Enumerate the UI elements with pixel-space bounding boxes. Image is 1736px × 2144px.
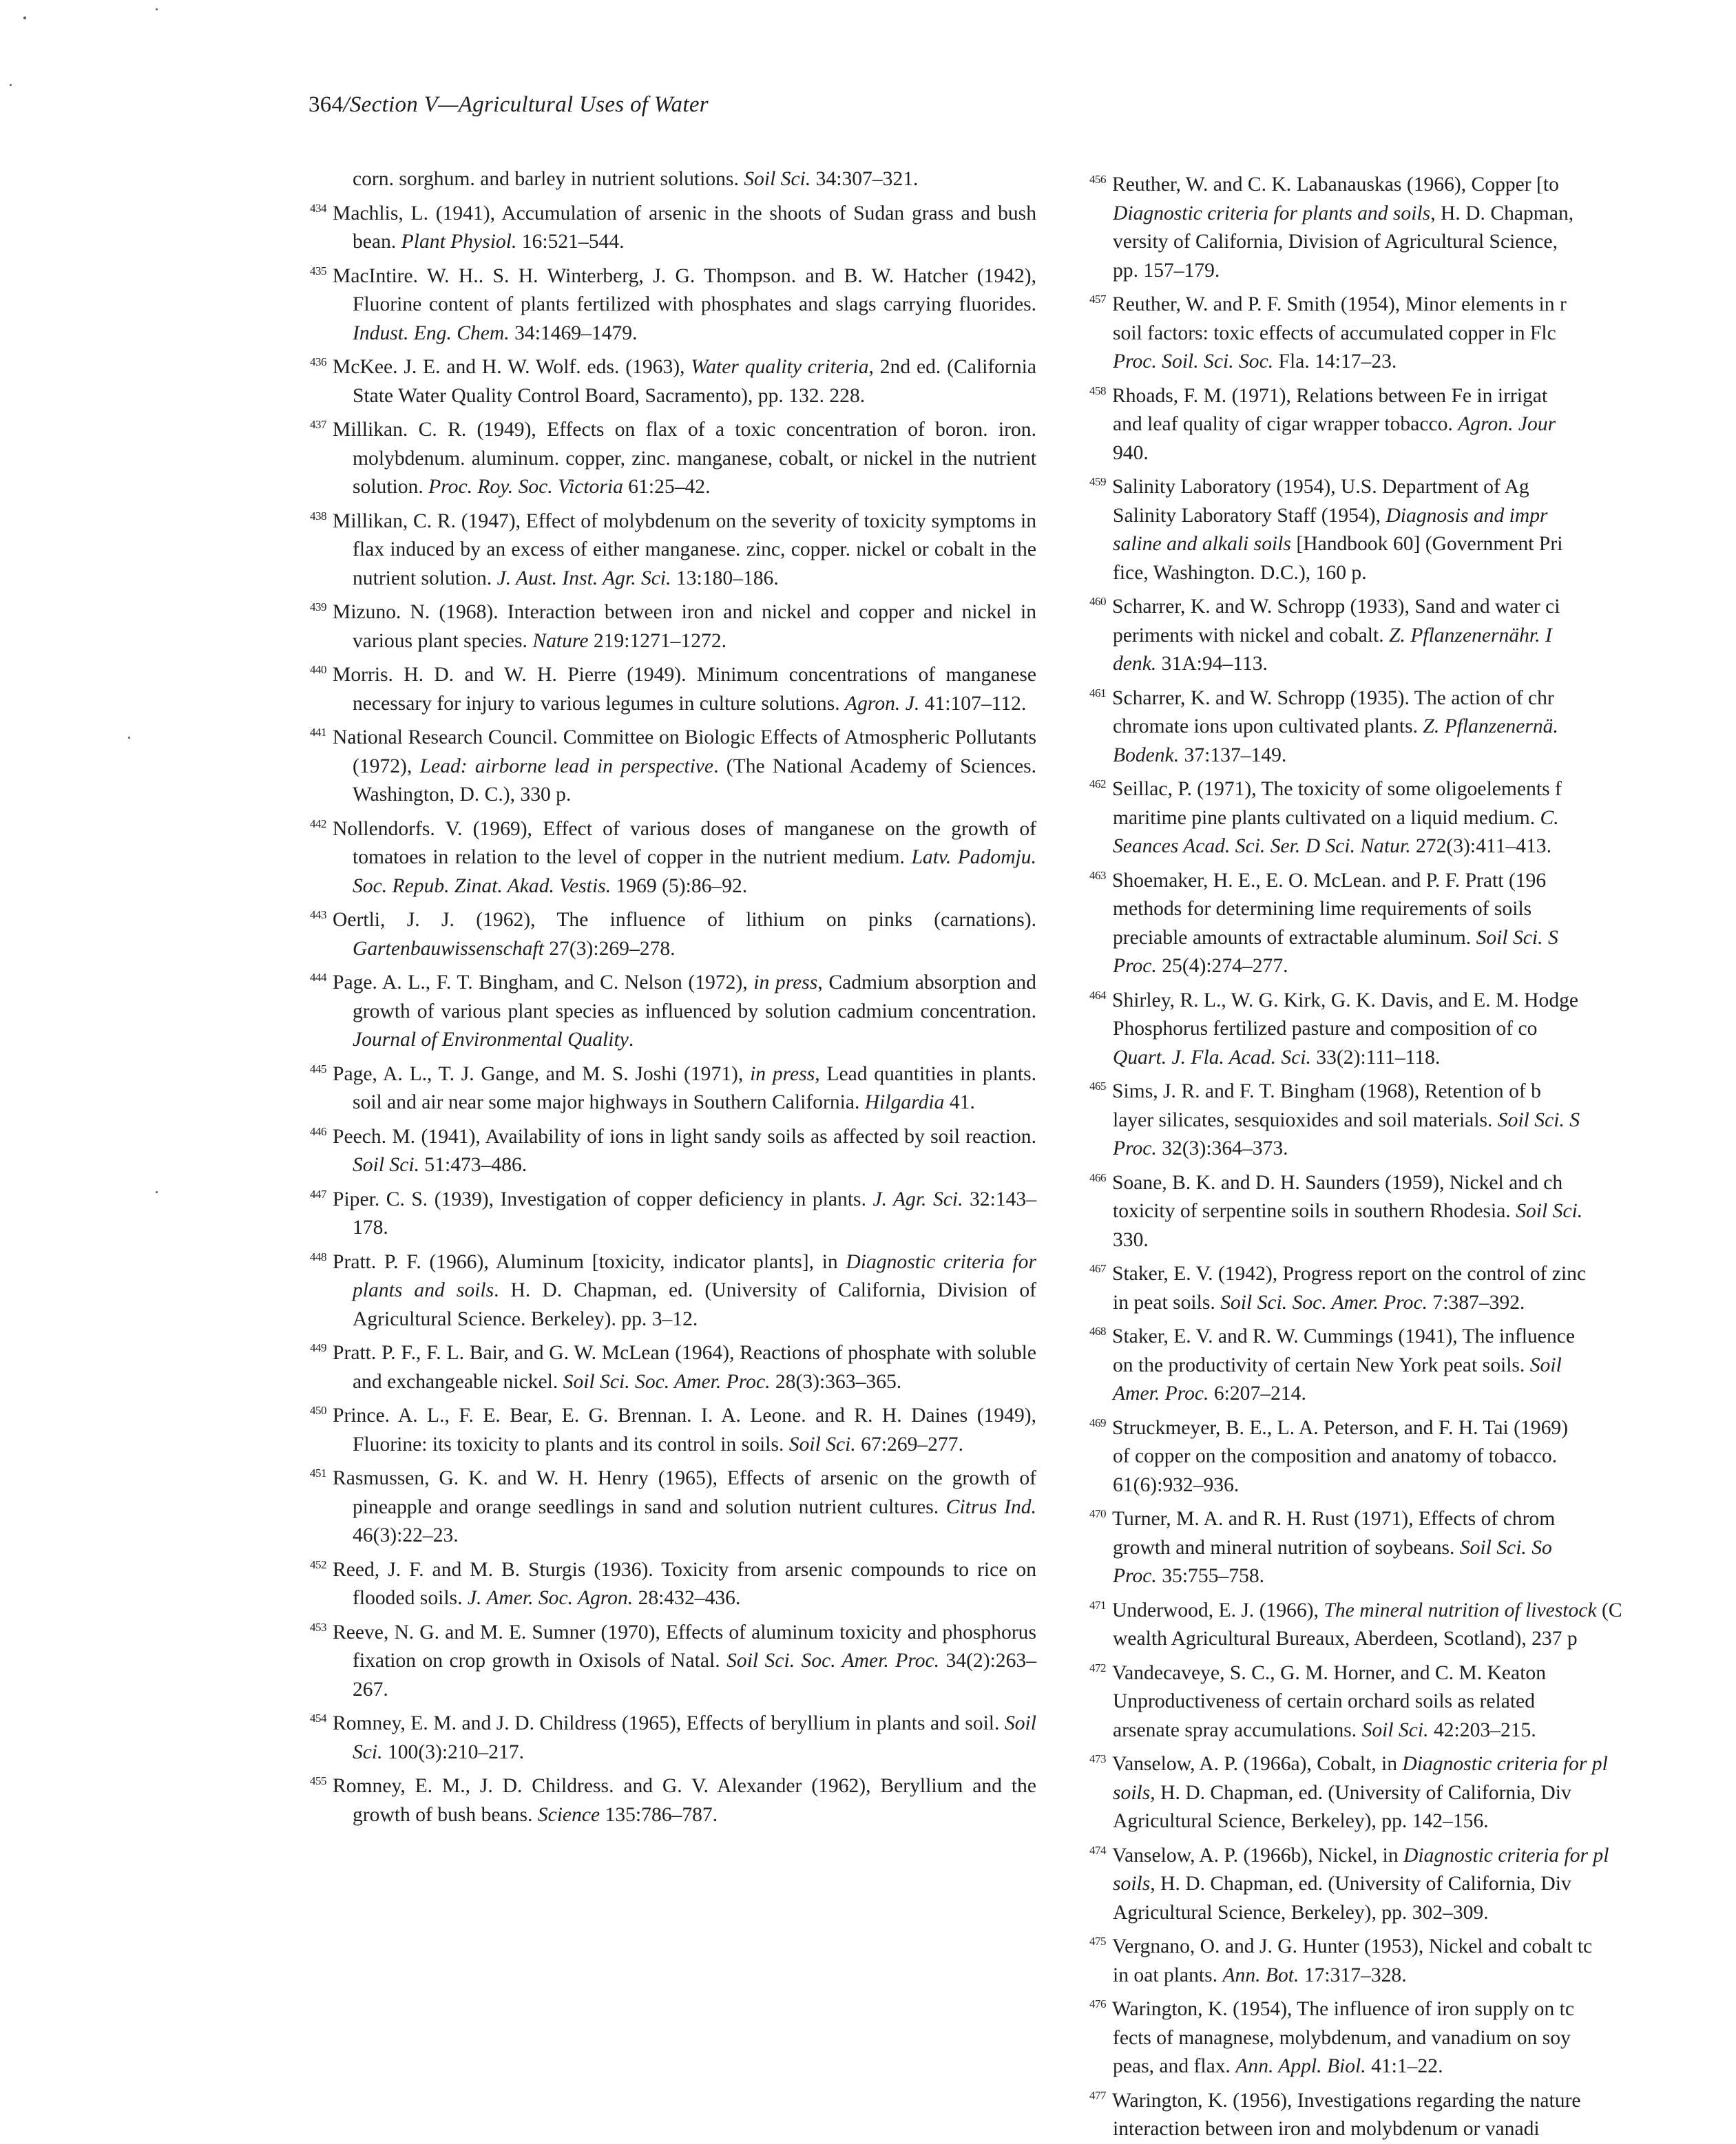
reference-entry xyxy=(1089,1591,1736,1654)
text: Warington, K. (1954), The influence of iron supply on tc xyxy=(1112,1998,1575,2020)
reference-number: 473 xyxy=(1089,1752,1106,1765)
reference-number: 466 xyxy=(1089,1170,1106,1184)
italic-text: J. Agr. Sci. xyxy=(872,1188,963,1210)
reference-number: 438 xyxy=(310,509,326,523)
text: 41. xyxy=(944,1091,975,1113)
reference-entry xyxy=(310,348,1036,410)
reference-number: 457 xyxy=(1089,293,1106,306)
reference-number: 434 xyxy=(310,201,326,215)
reference-entry xyxy=(310,257,1036,348)
reference-number: 453 xyxy=(310,1620,326,1634)
scan-speck xyxy=(128,737,130,739)
reference-number: 450 xyxy=(310,1404,326,1417)
reference-number: 477 xyxy=(1089,2088,1106,2102)
text: Shirley, R. L., W. G. Kirk, G. K. Davis, and E. M. Hodge xyxy=(1112,989,1579,1011)
reference-number: 470 xyxy=(1089,1507,1106,1520)
text: corn. sorghum. and barley in nutrient solutions. xyxy=(353,168,744,190)
italic-text: Soil Sci. xyxy=(788,1433,856,1455)
text: Pratt. P. F. (1966), Aluminum [toxicity, indicator plants], in xyxy=(333,1250,846,1273)
italic-text: Agron. J. xyxy=(845,692,920,715)
reference-entry xyxy=(310,718,1036,810)
italic-text: denk. xyxy=(1113,653,1157,675)
right-column xyxy=(1089,165,1736,2140)
text: Scharrer, K. and W. Schropp (1933), Sand and water ci xyxy=(1112,596,1560,618)
reference-entry xyxy=(310,1613,1036,1705)
reference-number: 465 xyxy=(1089,1080,1106,1093)
reference-number: 454 xyxy=(310,1712,326,1725)
text: Millikan, C. R. (1947), Effect of molybdenum on the severity of toxicity symptoms in flax induced by an excess of either manganese. zinc, copper. nickel or cobalt in the nutrient solution. xyxy=(333,509,1036,589)
text: 34:1469–1479. xyxy=(509,322,638,344)
reference-number: 440 xyxy=(310,663,326,676)
text: , 2nd ed. (California State Water Quality Control Board, Sacramento), pp. 132. 228. xyxy=(353,356,1036,407)
italic-text: The mineral nutrition of livestock xyxy=(1324,1599,1597,1621)
running-header xyxy=(308,92,709,118)
italic-text: Soil Sci. xyxy=(744,168,811,190)
italic-text: Seances Acad. Sci. Ser. D Sci. Natur. xyxy=(1113,835,1411,857)
reference-entry xyxy=(1089,165,1736,285)
reference-number: 439 xyxy=(310,600,326,613)
text: Soane, B. K. and D. H. Saunders (1959), Nickel and ch xyxy=(1112,1171,1563,1194)
text: 61:25–42. xyxy=(623,476,711,498)
text: Salinity Laboratory (1954), U.S. Department of Ag xyxy=(1112,476,1529,498)
scan-speck xyxy=(156,8,158,10)
italic-text: Soil Sci. Soc. Amer. Proc. xyxy=(563,1370,771,1393)
text: Shoemaker, H. E., E. O. McLean. and P. F. Pratt (196 xyxy=(1112,869,1547,892)
text: chromate ions upon cultivated plants. xyxy=(1113,715,1423,737)
text: , H. D. Chapman, xyxy=(1430,202,1574,224)
reference-entry xyxy=(1089,285,1736,377)
reference-number: 455 xyxy=(310,1774,326,1787)
text: preciable amounts of extractable aluminum. xyxy=(1113,926,1476,949)
text: 219:1271–1272. xyxy=(588,629,727,652)
text: Agricultural Science, Berkeley), pp. 142–156. xyxy=(1113,1810,1489,1832)
italic-text: Diagnostic criteria for plants and soils xyxy=(353,1250,1036,1301)
text: maritime pine plants cultivated on a liquid medium. xyxy=(1113,806,1540,829)
italic-text: J. Amer. Soc. Agron. xyxy=(467,1587,634,1609)
italic-text: Proc. xyxy=(1113,1137,1157,1159)
reference-number: 452 xyxy=(310,1557,326,1571)
text: 33(2):111–118. xyxy=(1310,1046,1441,1069)
text: Phosphorus fertilized pasture and composition of co xyxy=(1113,1018,1538,1040)
reference-entry xyxy=(1089,587,1736,679)
italic-text: Diagnostic criteria for pl xyxy=(1403,1844,1609,1867)
reference-entry xyxy=(310,1055,1036,1117)
text: Agricultural Science, Berkeley), pp. 302–309. xyxy=(1113,1901,1489,1924)
italic-text: Diagnostic criteria for plants and soils xyxy=(1113,202,1431,224)
text: 28(3):363–365. xyxy=(770,1370,902,1393)
text: Unproductiveness of certain orchard soils as related xyxy=(1113,1690,1536,1712)
text: 41:1–22. xyxy=(1366,2055,1443,2077)
reference-number: 435 xyxy=(310,264,326,277)
text: 25(4):274–277. xyxy=(1156,955,1288,977)
italic-text: Ann. Appl. Biol. xyxy=(1235,2055,1366,2077)
text: Reuther, W. and P. F. Smith (1954), Minor elements in r xyxy=(1112,293,1567,315)
italic-text: Soil Sci. Soc. Amer. Proc. xyxy=(726,1650,940,1672)
text: pp. 157–179. xyxy=(1113,259,1220,282)
text: soil factors: toxic effects of accumulated copper in Flc xyxy=(1113,322,1556,344)
reference-number: 472 xyxy=(1089,1661,1106,1674)
text: Reeve, N. G. and M. E. Sumner (1970), Effects of aluminum toxicity and phosphorus fixation on crop growth in Oxisols of Natal. xyxy=(333,1621,1036,1672)
reference-entry xyxy=(310,165,1036,194)
text: Peech. M. (1941), Availability of ions in light sandy soils as affected by soil reaction. xyxy=(333,1125,1036,1148)
text: 67:269–277. xyxy=(855,1433,963,1455)
reference-entry xyxy=(310,1551,1036,1613)
text: 272(3):411–413. xyxy=(1410,835,1552,857)
reference-entry xyxy=(1089,377,1736,468)
italic-text: Journal of Environmental Quality xyxy=(353,1029,629,1051)
reference-number: 462 xyxy=(1089,777,1106,790)
italic-text: Proc. Soil. Sci. Soc. xyxy=(1113,350,1274,372)
text: Seillac, P. (1971), The toxicity of some oligoelements f xyxy=(1112,778,1562,800)
reference-entry xyxy=(1089,1317,1736,1409)
text: 31A:94–113. xyxy=(1156,653,1268,675)
italic-text: soils xyxy=(1113,1873,1151,1895)
reference-number: 469 xyxy=(1089,1416,1106,1429)
reference-entry xyxy=(1089,1654,1736,1745)
italic-text: Proc. xyxy=(1113,955,1157,977)
italic-text: Proc. xyxy=(1113,1565,1157,1587)
reference-entry xyxy=(310,502,1036,593)
text: Mizuno. N. (1968). Interaction between iron and nickel and copper and nickel in various plant species. xyxy=(333,601,1036,652)
reference-number: 461 xyxy=(1089,686,1106,700)
reference-entry xyxy=(1089,861,1736,981)
text: Warington, K. (1956), Investigations regarding the nature xyxy=(1112,2089,1581,2112)
reference-number: 456 xyxy=(1089,173,1106,186)
text: in peat soils. xyxy=(1113,1291,1221,1314)
page-number: 364 xyxy=(308,92,344,117)
text: Pratt. P. F., F. L. Bair, and G. W. McLean (1964), Reactions of phosphate with soluble and exchangeable nickel. xyxy=(333,1342,1036,1393)
text: Struckmeyer, B. E., L. A. Peterson, and F. H. Tai (1969) xyxy=(1112,1416,1569,1439)
text: . H. D. Chapman, ed. (University of California, Division of Agricultural Science. Berkeley). pp. 3–12. xyxy=(353,1279,1036,1330)
text: in oat plants. xyxy=(1113,1964,1223,1986)
italic-text: Gartenbauwissenschaft xyxy=(353,937,544,960)
text: of copper on the composition and anatomy of tobacco. xyxy=(1113,1445,1558,1467)
reference-entry xyxy=(310,1180,1036,1243)
reference-entry xyxy=(1089,1927,1736,1990)
text: Rasmussen, G. K. and W. H. Henry (1965), Effects of arsenic on the growth of pineapple and orange seedlings in sand and solution nutrient cultures. xyxy=(333,1467,1036,1518)
text: Salinity Laboratory Staff (1954), xyxy=(1113,504,1386,527)
italic-text: Amer. Proc. xyxy=(1113,1383,1209,1405)
text: interaction between iron and molybdenum or vanadi xyxy=(1113,2118,1540,2140)
reference-entry xyxy=(310,1334,1036,1396)
reference-entry xyxy=(310,810,1036,901)
text: 940. xyxy=(1113,441,1149,464)
italic-text: saline and alkali soils xyxy=(1113,533,1291,555)
reference-entry xyxy=(1089,1836,1736,1928)
reference-entry xyxy=(1089,1164,1736,1255)
text: , H. D. Chapman, ed. (University of California, Div xyxy=(1150,1781,1571,1804)
italic-text: Soil Sci. xyxy=(1516,1200,1583,1222)
reference-entry xyxy=(310,410,1036,502)
text: , Cadmium absorption and growth of various plant species as influenced by solution cadmium concentration. xyxy=(353,971,1036,1022)
text: Morris. H. D. and W. H. Pierre (1949). Minimum concentrations of manganese necessary for injury to various legumes in culture solutions. xyxy=(333,664,1036,715)
italic-text: Hilgardia xyxy=(864,1091,945,1113)
text: methods for determining lime requirements of soils xyxy=(1113,898,1532,920)
italic-text: Bodenk. xyxy=(1113,744,1180,766)
reference-entry xyxy=(310,593,1036,655)
text: 37:137–149. xyxy=(1179,744,1287,766)
reference-entry xyxy=(310,901,1036,963)
text: MacIntire. W. H.. S. H. Winterberg, J. G. Thompson. and B. W. Hatcher (1942), Fluorine content of plants fertilized with phosphates and slags carrying fluorides. xyxy=(333,264,1036,315)
reference-entry xyxy=(1089,1990,1736,2081)
text: 1969 (5):86–92. xyxy=(611,874,748,897)
reference-entry xyxy=(310,1767,1036,1829)
italic-text: Soil Sci. xyxy=(1361,1719,1429,1741)
reference-entry xyxy=(310,1704,1036,1767)
text: Millikan. C. R. (1949), Effects on flax of a toxic concentration of boron. iron. molybdenum. aluminum. copper, zinc. manganese, cobalt, or nickel in the nutrient solution. xyxy=(333,419,1036,498)
reference-entry xyxy=(1089,679,1736,770)
text: , H. D. Chapman, ed. (University of California, Div xyxy=(1150,1873,1571,1895)
text: 330. xyxy=(1113,1228,1149,1251)
italic-text: Soil Sci. Soc. Amer. Proc. xyxy=(1220,1291,1428,1314)
text: Reuther, W. and C. K. Labanauskas (1966), Copper [to xyxy=(1112,174,1559,196)
italic-text: in press xyxy=(753,971,818,994)
text: Page, A. L., T. J. Gange, and M. S. Joshi (1971), xyxy=(333,1062,751,1085)
text: versity of California, Division of Agricultural Science, xyxy=(1113,231,1558,253)
text: Machlis, L. (1941), Accumulation of arsenic in the shoots of Sudan grass and bush bean. xyxy=(333,202,1036,253)
italic-text: Z. Pflanzenernä. xyxy=(1423,715,1558,737)
text: 17:317–328. xyxy=(1299,1964,1407,1986)
text: Oertli, J. J. (1962), The influence of lithium on pinks (carnations). xyxy=(333,909,1036,931)
reference-entry xyxy=(1089,770,1736,861)
italic-text: Quart. J. Fla. Acad. Sci. xyxy=(1113,1046,1311,1069)
reference-number: 436 xyxy=(310,355,326,368)
text: Rhoads, F. M. (1971), Relations between Fe in irrigat xyxy=(1112,384,1548,407)
text: Romney, E. M., J. D. Childress. and G. V. Alexander (1962), Beryllium and the growth of bush beans. xyxy=(333,1775,1036,1826)
italic-text: Lead: airborne lead in perspective xyxy=(419,755,714,777)
reference-number: 467 xyxy=(1089,1262,1106,1275)
text: McKee. J. E. and H. W. Wolf. eds. (1963), xyxy=(333,356,691,378)
text: 35:755–758. xyxy=(1156,1565,1265,1587)
text: growth and mineral nutrition of soybeans. xyxy=(1113,1536,1460,1559)
text: 16:521–544. xyxy=(516,231,625,253)
text: layer silicates, sesquioxides and soil materials. xyxy=(1113,1108,1498,1131)
reference-number: 449 xyxy=(310,1341,326,1354)
italic-text: in press xyxy=(750,1062,815,1085)
reference-entry xyxy=(1089,2081,1736,2144)
text: fects of managnese, molybdenum, and vanadium on soy xyxy=(1113,2026,1571,2049)
scan-speck xyxy=(156,1191,158,1193)
reference-entry xyxy=(1089,1254,1736,1317)
italic-text: Plant Physiol. xyxy=(401,231,517,253)
text: toxicity of serpentine soils in southern Rhodesia. xyxy=(1113,1200,1516,1222)
italic-text: Ann. Bot. xyxy=(1222,1964,1299,1986)
text: Piper. C. S. (1939), Investigation of copper deficiency in plants. xyxy=(333,1188,873,1210)
italic-text: Proc. Roy. Soc. Victoria xyxy=(428,476,623,498)
italic-text: Soil xyxy=(1529,1354,1562,1376)
reference-number: 448 xyxy=(310,1250,326,1263)
text: 34:307–321. xyxy=(811,168,919,190)
italic-text: Soil Sci. xyxy=(353,1712,1036,1763)
scan-speck xyxy=(10,84,12,86)
text: Underwood, E. J. (1966), xyxy=(1112,1599,1324,1621)
reference-number: 460 xyxy=(1089,595,1106,608)
reference-entry xyxy=(310,963,1036,1055)
text: arsenate spray accumulations. xyxy=(1113,1719,1362,1741)
reference-entry xyxy=(310,1459,1036,1551)
reference-number: 471 xyxy=(1089,1598,1106,1612)
text: Romney, E. M. and J. D. Childress (1965), Effects of beryllium in plants and soil. xyxy=(333,1712,1005,1734)
italic-text: Latv. Padomju. Soc. Repub. Zinat. Akad. Vestis. xyxy=(353,846,1036,897)
text: periments with nickel and cobalt. xyxy=(1113,624,1390,647)
reference-entry xyxy=(310,1396,1036,1459)
text: on the productivity of certain New York peat soils. xyxy=(1113,1354,1530,1376)
text: peas, and flax. xyxy=(1113,2055,1236,2077)
text: 46(3):22–23. xyxy=(353,1524,459,1546)
text: 6:207–214. xyxy=(1209,1383,1306,1405)
text: Staker, E. V. (1942), Progress report on the control of zinc xyxy=(1112,1263,1587,1285)
text: Prince. A. L., F. E. Bear, E. G. Brennan. I. A. Leone. and R. H. Daines (1949), Fluorine: its toxicity to plants and its control in soils. xyxy=(333,1405,1036,1455)
left-column xyxy=(310,165,1036,1829)
text: Staker, E. V. and R. W. Cummings (1941), The influence xyxy=(1112,1325,1576,1347)
reference-entry xyxy=(310,1243,1036,1334)
text: 51:473–486. xyxy=(419,1154,527,1176)
reference-number: 443 xyxy=(310,908,326,921)
scan-speck xyxy=(23,17,26,19)
reference-number: 442 xyxy=(310,817,326,830)
text: wealth Agricultural Bureaux, Aberdeen, Scotland), 237 p xyxy=(1113,1628,1578,1650)
text: Vanselow, A. P. (1966b), Nickel, in xyxy=(1112,1844,1404,1867)
reference-entry xyxy=(1089,1745,1736,1836)
reference-number: 476 xyxy=(1089,1997,1106,2010)
reference-number: 468 xyxy=(1089,1325,1106,1338)
text: Vergnano, O. and J. G. Hunter (1953), Nickel and cobalt tc xyxy=(1112,1935,1593,1957)
reference-number: 459 xyxy=(1089,475,1106,488)
reference-entry xyxy=(310,194,1036,257)
text: 42:203–215. xyxy=(1428,1719,1536,1741)
text: 61(6):932–936. xyxy=(1113,1473,1240,1496)
reference-number: 437 xyxy=(310,418,326,431)
italic-text: Soil Sci. S xyxy=(1476,926,1558,949)
text: 27(3):269–278. xyxy=(543,937,676,960)
text: 7:387–392. xyxy=(1428,1291,1525,1314)
text: 32:143–178. xyxy=(353,1188,1036,1239)
reference-entry xyxy=(1089,1500,1736,1591)
reference-number: 458 xyxy=(1089,383,1106,397)
italic-text: Indust. Eng. Chem. xyxy=(353,322,510,344)
italic-text: Nature xyxy=(532,629,589,652)
italic-text: Soil Sci. So xyxy=(1459,1536,1552,1559)
text: [Handbook 60] (Government Pri xyxy=(1290,533,1563,555)
text: and leaf quality of cigar wrapper tobacco. xyxy=(1113,413,1458,435)
reference-number: 441 xyxy=(310,726,326,739)
italic-text: Diagnosis and impr xyxy=(1385,504,1548,527)
text: Page. A. L., F. T. Bingham, and C. Nelson (1972), xyxy=(333,971,754,994)
reference-number: 463 xyxy=(1089,868,1106,882)
italic-text: Citrus Ind. xyxy=(945,1495,1036,1518)
reference-entry xyxy=(310,655,1036,718)
text: Reed, J. F. and M. B. Sturgis (1936). Toxicity from arsenic compounds to rice on flooded soils. xyxy=(333,1558,1036,1609)
text: Nollendorfs. V. (1969), Effect of various doses of manganese on the growth of tomatoes in relation to the level of copper in the nutrient medium. xyxy=(333,817,1036,868)
italic-text: C. xyxy=(1540,806,1559,829)
reference-number: 474 xyxy=(1089,1843,1106,1857)
italic-text: Z. Pflanzenernähr. I xyxy=(1389,624,1552,647)
running-title: /Section V—Agricultural Uses of Water xyxy=(343,92,709,117)
text: 135:786–787. xyxy=(600,1803,718,1826)
reference-entry xyxy=(1089,1409,1736,1500)
italic-text: Water quality criteria xyxy=(691,356,869,378)
reference-entry xyxy=(310,1117,1036,1180)
reference-number: 451 xyxy=(310,1467,326,1480)
text: Turner, M. A. and R. H. Rust (1971), Effects of chrom xyxy=(1112,1508,1556,1530)
text: Vanselow, A. P. (1966a), Cobalt, in xyxy=(1112,1753,1403,1775)
italic-text: J. Aust. Inst. Agr. Sci. xyxy=(496,567,671,589)
text: 28:432–436. xyxy=(633,1587,741,1609)
text: Fla. 14:17–23. xyxy=(1273,350,1397,372)
reference-entry xyxy=(1089,981,1736,1073)
italic-text: Science xyxy=(537,1803,600,1826)
text: 34(2):263–267. xyxy=(353,1650,1036,1701)
text: , Lead quantities in plants. soil and air near some major highways in Southern California. xyxy=(353,1062,1036,1113)
reference-entry xyxy=(1089,1072,1736,1164)
italic-text: Soil Sci. xyxy=(353,1154,419,1176)
text: 100(3):210–217. xyxy=(382,1741,525,1763)
text: 32(3):364–373. xyxy=(1156,1137,1288,1159)
reference-number: 447 xyxy=(310,1187,326,1201)
text: fice, Washington. D.C.), 160 p. xyxy=(1113,561,1367,584)
text: National Research Council. Committee on Biologic Effects of Atmospheric Pollutants (1972), xyxy=(333,726,1036,777)
italic-text: Agron. Jour xyxy=(1458,413,1556,435)
reference-entry xyxy=(1089,467,1736,587)
text: Vandecaveye, S. C., G. M. Horner, and C. M. Keaton xyxy=(1112,1661,1547,1684)
text: 13:180–186. xyxy=(671,567,779,589)
text: 41:107–112. xyxy=(919,692,1027,715)
reference-number: 446 xyxy=(310,1124,326,1138)
italic-text: soils xyxy=(1113,1781,1151,1804)
italic-text: Diagnostic criteria for pl xyxy=(1402,1753,1608,1775)
text: . xyxy=(628,1029,634,1051)
reference-number: 475 xyxy=(1089,1935,1106,1948)
text: Sims, J. R. and F. T. Bingham (1968), Retention of b xyxy=(1112,1080,1541,1102)
text: . (The National Academy of Sciences. Washington, D. C.), 330 p. xyxy=(353,755,1037,806)
reference-number: 444 xyxy=(310,971,326,984)
italic-text: Soil Sci. S xyxy=(1497,1108,1580,1131)
text: (C xyxy=(1596,1599,1622,1621)
text: Scharrer, K. and W. Schropp (1935). The action of chr xyxy=(1112,686,1554,709)
reference-number: 464 xyxy=(1089,988,1106,1002)
reference-number: 445 xyxy=(310,1062,326,1075)
